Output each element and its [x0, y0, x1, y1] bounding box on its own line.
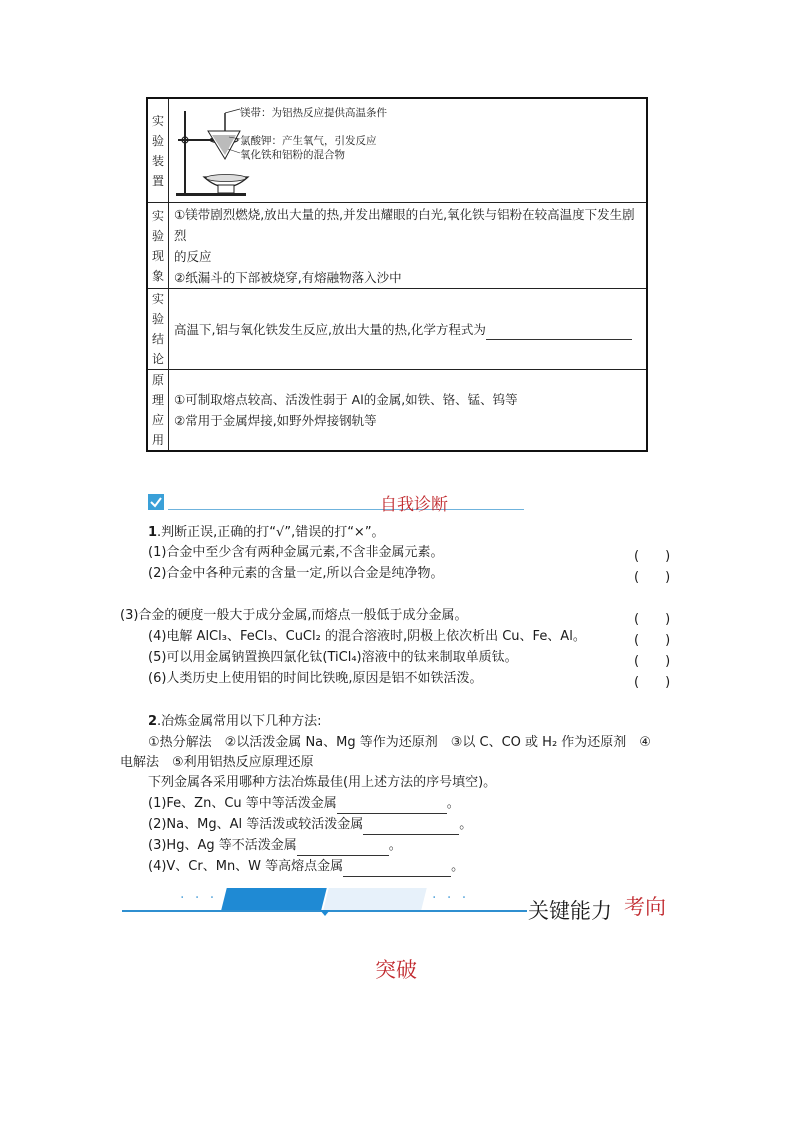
q1-item-3: (3)合金的硬度一般大于成分金属,而熔点一般低于成分金属。	[120, 608, 468, 623]
banner-title-red: 考向	[624, 895, 666, 919]
q2-answer-blank-3[interactable]	[297, 841, 389, 856]
q2-item-1: (1)Fe、Zn、Cu 等中等活泼金属 。	[148, 794, 460, 814]
q1-answer-bracket-1[interactable]: ( )	[634, 549, 671, 564]
label-potassium-chlorate: 氯酸钾：产生氧气，引发反应	[240, 134, 377, 147]
q1-answer-bracket-4[interactable]: ( )	[634, 633, 671, 648]
table-row-application	[147, 370, 647, 452]
question-1-stem: 1.判断正误,正确的打“√”,错误的打“×”。	[148, 525, 385, 540]
row-header-conclusion: 实 验 结 论	[147, 289, 169, 370]
banner-pointer-icon	[320, 910, 330, 916]
phenomenon-line-2: 的反应	[174, 248, 212, 264]
row-header-application: 原 理 应 用	[147, 370, 169, 452]
q1-item-6: (6)人类历史上使用铝的时间比铁晚,原因是铝不如铁活泼。	[148, 671, 483, 686]
q2-item-2: (2)Na、Mg、Al 等活泼或较活泼金属 。	[148, 815, 472, 835]
apparatus-diagram	[174, 101, 640, 201]
banner-light-block	[323, 888, 426, 910]
label-thermite-mixture: 氧化铁和铝粉的混合物	[240, 148, 345, 161]
equation-blank[interactable]	[486, 325, 632, 340]
setup-cell	[169, 98, 648, 203]
label-magnesium-ribbon: 镁带：为铝热反应提供高温条件	[240, 106, 387, 119]
banner-dots-left: · · ·	[180, 890, 218, 906]
phenomenon-cell	[169, 203, 648, 289]
application-cell	[169, 370, 648, 452]
table-row-conclusion	[147, 289, 647, 370]
q2-answer-blank-4[interactable]	[343, 862, 451, 877]
banner-title-main: 关键能力	[528, 899, 612, 923]
banner-blue-block	[221, 888, 326, 910]
conclusion-text: 高温下,铝与氧化铁发生反应,放出大量的热,化学方程式为	[174, 321, 486, 337]
q2-answer-blank-1[interactable]	[337, 799, 447, 814]
row-header-setup: 实 验 装 置	[147, 98, 169, 203]
q2-methods-line-1: ①热分解法 ②以活泼金属 Na、Mg 等作为还原剂 ③以 C、CO 或 H₂ 作为还原剂 ④	[148, 735, 651, 750]
q1-answer-bracket-6[interactable]: ( )	[634, 675, 671, 690]
phenomenon-line-3: ②纸漏斗的下部被烧穿,有熔融物落入沙中	[174, 269, 402, 285]
q2-item-3: (3)Hg、Ag 等不活泼金属 。	[148, 836, 402, 856]
experiment-table	[146, 97, 648, 452]
self-diagnosis-title: 自我诊断	[380, 495, 448, 515]
q1-item-1: (1)合金中至少含有两种金属元素,不含非金属元素。	[148, 545, 444, 560]
banner-title-second-line: 突破	[375, 958, 417, 982]
conclusion-cell	[169, 289, 648, 370]
q1-answer-bracket-3[interactable]: ( )	[634, 612, 671, 627]
row-header-phenomenon: 实 验 现 象	[147, 203, 169, 289]
q2-prompt: 下列金属各采用哪种方法冶炼最佳(用上述方法的序号填空)。	[148, 775, 497, 790]
question-2-stem: 2.冶炼金属常用以下几种方法:	[148, 714, 322, 729]
banner-dots-right: · · ·	[432, 890, 470, 906]
q1-item-2: (2)合金中各种元素的含量一定,所以合金是纯净物。	[148, 566, 444, 581]
q1-answer-bracket-2[interactable]: ( )	[634, 570, 671, 585]
q2-item-4: (4)V、Cr、Mn、W 等高熔点金属 。	[148, 857, 464, 877]
application-line-2: ②常用于金属焊接,如野外焊接钢轨等	[174, 413, 377, 428]
header-divider	[168, 509, 524, 510]
q1-answer-bracket-5[interactable]: ( )	[634, 654, 671, 669]
q2-answer-blank-2[interactable]	[363, 820, 459, 835]
phenomenon-line-1: ①镁带剧烈燃烧,放出大量的热,并发出耀眼的白光,氧化铁与铝粉在较高温度下发生剧烈	[174, 206, 635, 243]
q2-methods-line-2: 电解法 ⑤利用铝热反应原理还原	[120, 755, 314, 770]
checkmark-icon	[148, 494, 164, 510]
q1-item-4: (4)电解 AlCl₃、FeCl₃、CuCl₂ 的混合溶液时,阴极上依次析出 Cu、Fe、Al。	[148, 629, 586, 644]
table-row-setup	[147, 98, 647, 203]
q1-item-5: (5)可以用金属钠置换四氯化钛(TiCl₄)溶液中的钛来制取单质钛。	[148, 650, 518, 665]
table-row-phenomenon	[147, 203, 647, 289]
application-line-1: ①可制取熔点较高、活泼性弱于 Al的金属,如铁、铬、锰、钨等	[174, 392, 518, 407]
